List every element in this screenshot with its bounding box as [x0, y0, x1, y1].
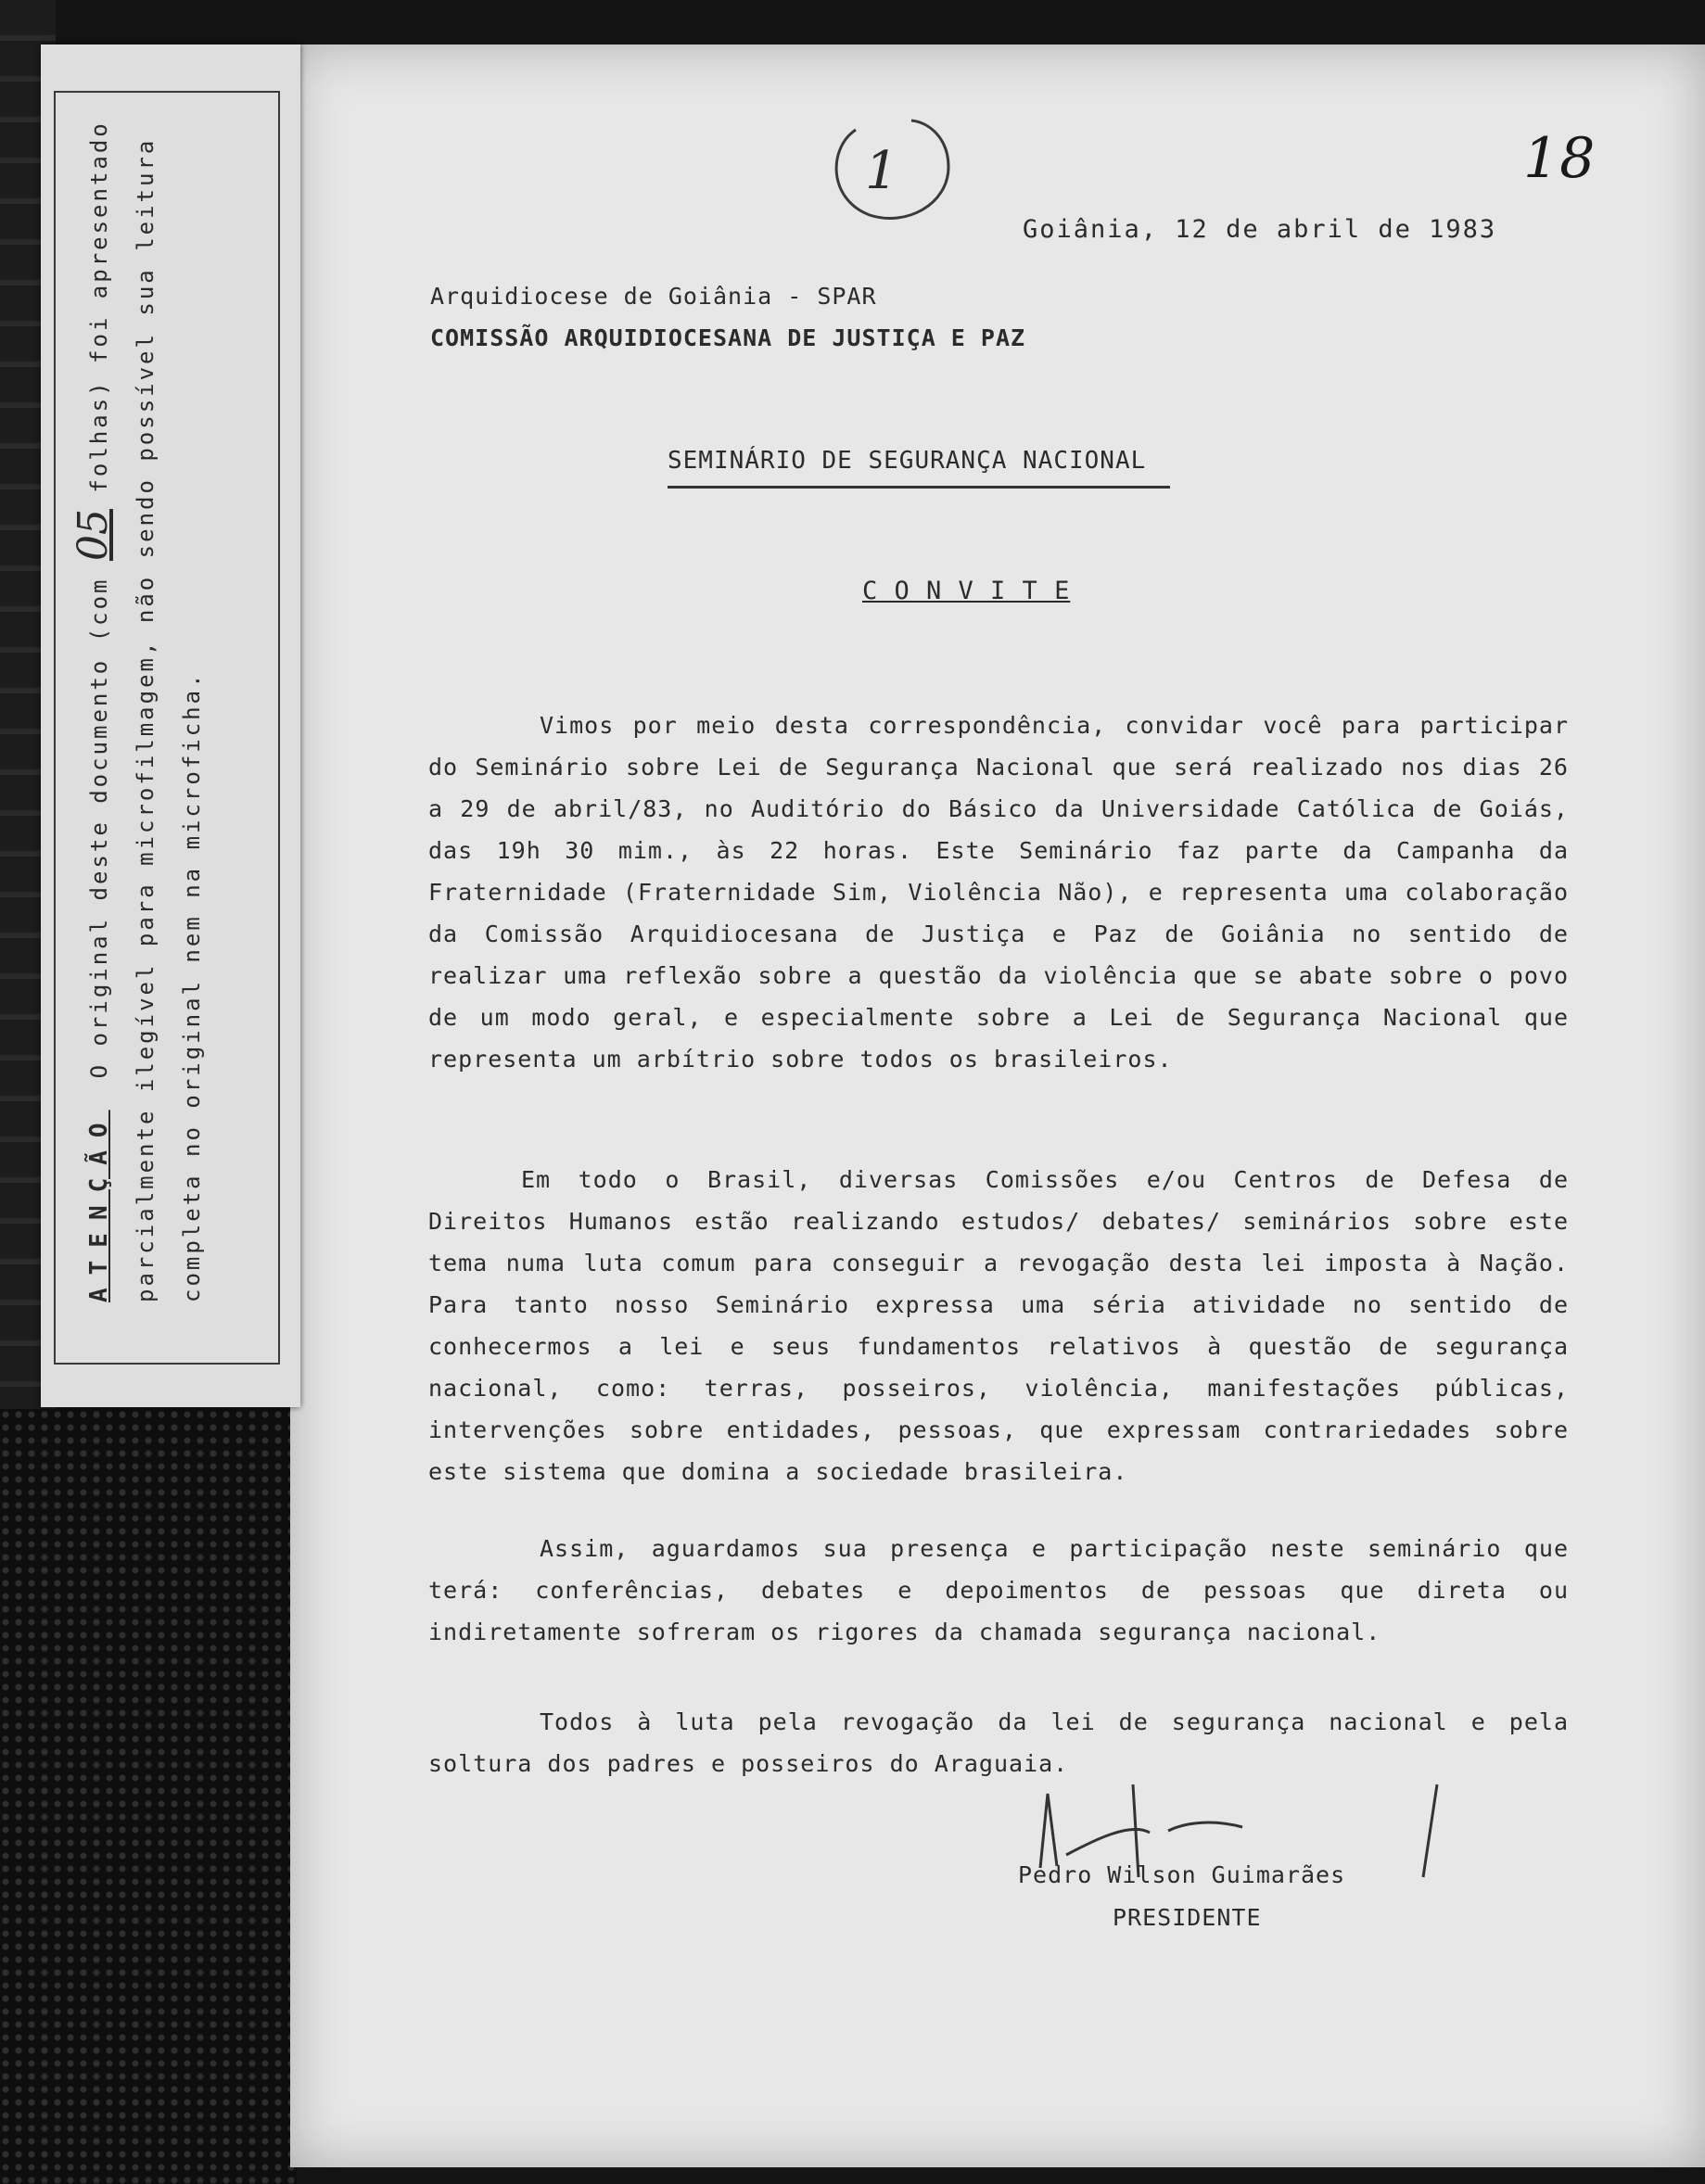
- paragraph-3: Assim, aguardamos sua presença e participação neste seminário que terá: conferências, debates e depoimentos de pessoas que direta ou indiretamente sofreram os rigores da chamada segurança nacional.: [428, 1535, 1569, 1645]
- paragraph-4: Todos à luta pela revogação da lei de segurança nacional e pela soltura dos padres e posseiros do Araguaia.: [428, 1708, 1569, 1777]
- event-title: SEMINÁRIO DE SEGURANÇA NACIONAL: [668, 447, 1147, 475]
- paragraph-2: Em todo o Brasil, diversas Comissões e/ou Centros de Defesa de Direitos Humanos estão realizando estudos/ debates/ seminários sobre este tema numa luta comum para conseguir a revogação desta lei imposta à Nação. Para tanto nosso Seminário expressa uma séria atividade no sentido de conhecermos a lei e seus fundamentos relativos à questão de segurança nacional, como: terras, posseiros, violência, manifestações públicas, intervenções sobre entidades, pessoas, que expressam contrariedades sobre este sistema que domina a sociedade brasileira.: [428, 1166, 1569, 1485]
- signer-name: Pedro Wilson Guimarães: [1018, 1861, 1346, 1888]
- paragraph-1-block: [428, 705, 1569, 1080]
- letter-page: [290, 44, 1705, 2167]
- folio-number: 18: [1523, 126, 1597, 191]
- microfilm-notice-card: [41, 44, 300, 1407]
- notice-line1-b: folhas) foi apresentado: [86, 121, 112, 493]
- notice-line2: parcialmente ilegível para microfilmagem, não sendo possível sua leitura: [133, 137, 159, 1302]
- paragraph-2-block: [428, 1159, 1569, 1492]
- notice-page-count: 05: [70, 509, 117, 562]
- event-title-underline: [668, 486, 1170, 489]
- notice-line3: completa no original nem na microficha.: [179, 671, 205, 1302]
- paragraph-1: Vimos por meio desta correspondência, convidar você para participar do Seminário sobre Lei de Segurança Nacional que será realizado nos dias 26 a 29 de abril/83, no Auditório do Básico da Universidade Católica de Goiás, das 19h 30 mim., às 22 horas. Este Seminário faz parte da Campanha da Fraternidade (Fraternidade Sim, Violência Não), e representa uma colaboração da Comissão Arquidiocesana de Justiça e Paz de Goiânia no sentido de realizar uma reflexão sobre a questão da violência que se abate sobre o povo de um modo geral, e especialmente sobre a Lei de Segurança Nacional que representa um arbítrio sobre todos os brasileiros.: [428, 712, 1569, 1073]
- circled-page-number: 1: [865, 141, 899, 201]
- signer-title: PRESIDENTE: [1113, 1904, 1262, 1931]
- notice-title: ATENÇÃO: [85, 1110, 113, 1302]
- paragraph-3-block: [428, 1528, 1569, 1653]
- sender-line1: Arquidiocese de Goiânia - SPAR: [430, 283, 877, 310]
- date-line: Goiânia, 12 de abril de 1983: [1023, 215, 1497, 244]
- notice-text: [70, 51, 247, 1302]
- notice-line1-a: O original deste documento (com: [86, 577, 112, 1079]
- invitation-heading: C O N V I T E: [862, 577, 1071, 605]
- scanner-background: [0, 1409, 297, 2184]
- sender-line2: COMISSÃO ARQUIDIOCESANA DE JUSTIÇA E PAZ: [430, 324, 1026, 351]
